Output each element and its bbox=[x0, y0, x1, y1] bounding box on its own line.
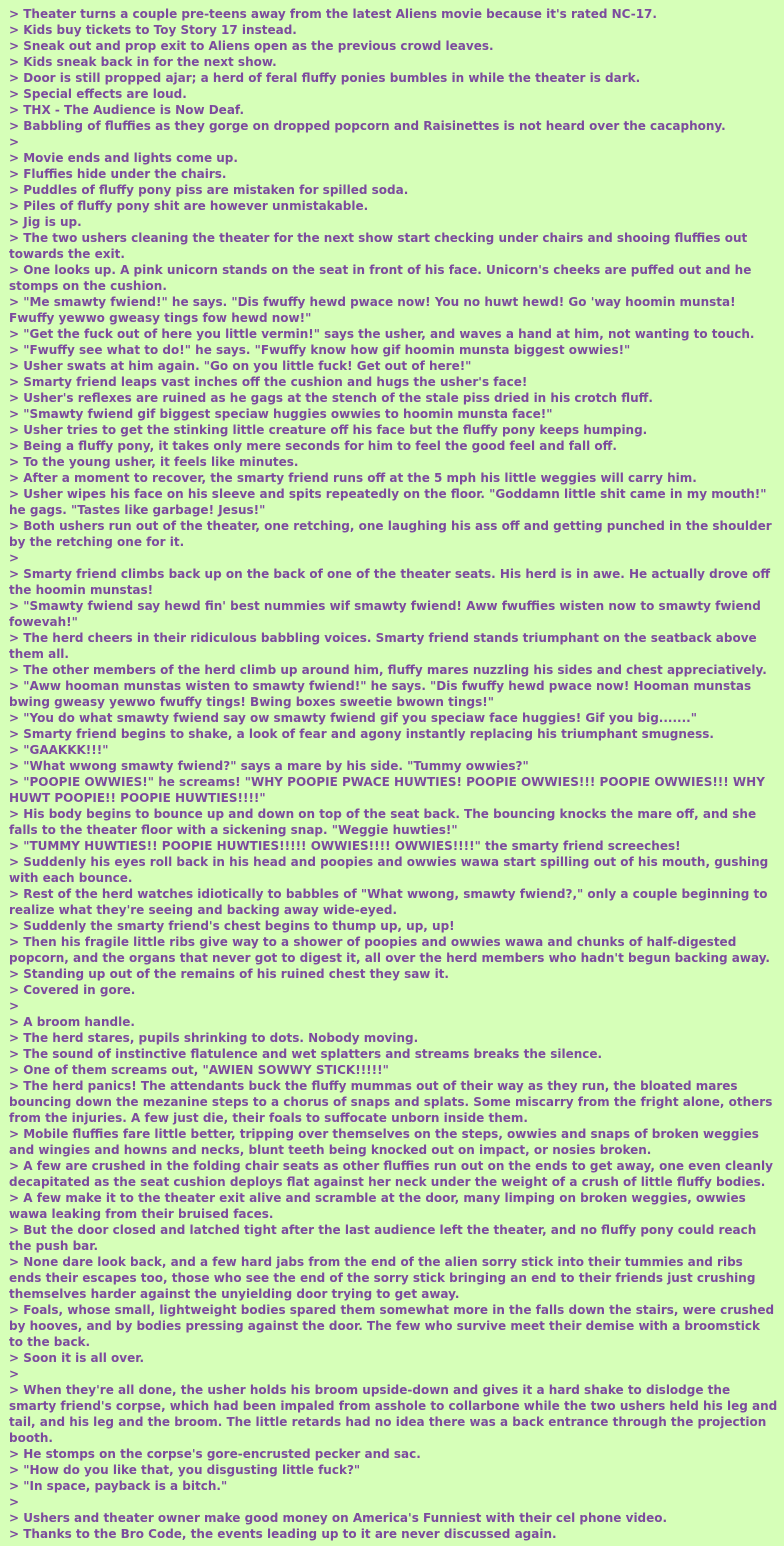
greentext-line: > Usher swats at him again. "Go on you little fuck! Get out of here!" bbox=[9, 359, 472, 373]
greentext-line: > "Fwuffy see what to do!" he says. "Fwuffy know how gif hoomin munsta biggest owwies!" bbox=[9, 343, 631, 357]
greentext-line: > Usher wipes his face on his sleeve and spits repeatedly on the floor. "Goddamn little shit came in my mouth!" he gags. "Tastes like garbage! Jesus!" bbox=[9, 487, 767, 517]
greentext-line: > Covered in gore. bbox=[9, 983, 136, 997]
greentext-line: > bbox=[9, 1495, 20, 1509]
greentext-line: > Jig is up. bbox=[9, 215, 82, 229]
greentext-line: > Puddles of fluffy pony piss are mistaken for spilled soda. bbox=[9, 183, 409, 197]
greentext-line: > Suddenly the smarty friend's chest begins to thump up, up, up! bbox=[9, 919, 455, 933]
greentext-line: > One of them screams out, "AWIEN SOWWY STICK!!!!!" bbox=[9, 1063, 389, 1077]
greentext-line: > Usher tries to get the stinking little creature off his face but the fluffy pony keeps humping. bbox=[9, 423, 648, 437]
greentext-line: > Movie ends and lights come up. bbox=[9, 151, 238, 165]
greentext-line: > Mobile fluffies fare little better, tripping over themselves on the steps, owwies and snaps of broken weggies and wingies and howns and necks, blunt teeth being knocked out on impact, or nosies broken. bbox=[9, 1127, 759, 1157]
greentext-line: > The herd panics! The attendants buck the fluffy mummas out of their way as they run, the bloated mares bouncing down the mezanine steps to a chorus of snaps and splats. Some miscarry from the fright alone, others from the injuries. A few just die, their foals to suffocate unborn inside them. bbox=[9, 1079, 773, 1125]
greentext-line: > A broom handle. bbox=[9, 1015, 135, 1029]
greentext-line: > None dare look back, and a few hard jabs from the end of the alien sorry stick into their tummies and ribs ends their escapes too, those who see the end of the sorry stick bringing an end to their friends just crushing themselves harder against the unyielding door trying to get away. bbox=[9, 1255, 756, 1301]
greentext-line: > A few are crushed in the folding chair seats as other fluffies run out on the ends to get away, one even cleanly decapitated as the seat cushion deploys flat against her neck under the weight of a crush of little fluffy bodies. bbox=[9, 1159, 773, 1189]
greentext-line: > Rest of the herd watches idiotically to babbles of "What wwong, smawty fwiend?," only a couple beginning to realize what they're seeing and backing away wide-eyed. bbox=[9, 887, 768, 917]
greentext-line: > Theater turns a couple pre-teens away from the latest Aliens movie because it's rated NC-17. bbox=[9, 7, 657, 21]
greentext-line: > "Smawty fwiend gif biggest speciaw huggies owwies to hoomin munsta face!" bbox=[9, 407, 553, 421]
greentext-line: > But the door closed and latched tight after the last audience left the theater, and no fluffy pony could reach the push bar. bbox=[9, 1223, 757, 1253]
greentext-line: > Door is still propped ajar; a herd of feral fluffy ponies bumbles in while the theater is dark. bbox=[9, 71, 641, 85]
greentext-line: > Smarty friend leaps vast inches off the cushion and hugs the usher's face! bbox=[9, 375, 528, 389]
greentext-line: > Kids sneak back in for the next show. bbox=[9, 55, 277, 69]
greentext-line: > bbox=[9, 135, 20, 149]
greentext-line: > THX - The Audience is Now Deaf. bbox=[9, 103, 245, 117]
greentext-line: > To the young usher, it feels like minutes. bbox=[9, 455, 299, 469]
greentext-line: > He stomps on the corpse's gore-encrusted pecker and sac. bbox=[9, 1447, 421, 1461]
greentext-line: > "How do you like that, you disgusting little fuck?" bbox=[9, 1463, 361, 1477]
greentext-line: > bbox=[9, 551, 20, 565]
greentext-line: > "Smawty fwiend say hewd fin' best nummies wif smawty fwiend! Aww fwuffies wisten now to smawty fwiend fowevah!" bbox=[9, 599, 761, 629]
greentext-line: > Both ushers run out of the theater, one retching, one laughing his ass off and getting punched in the shoulder by the retching one for it. bbox=[9, 519, 772, 549]
greentext-line: > One looks up. A pink unicorn stands on the seat in front of his face. Unicorn's cheeks are puffed out and he stomps on the cushion. bbox=[9, 263, 752, 293]
greentext-line: > Then his fragile little ribs give way to a shower of poopies and owwies wawa and chunks of half-digested popcorn, and the organs that never got to digest it, all over the herd members who hadn't begun backing away. bbox=[9, 935, 770, 965]
greentext-line: > "What wwong smawty fwiend?" says a mare by his side. "Tummy owwies?" bbox=[9, 759, 529, 773]
greentext-line: > The herd stares, pupils shrinking to dots. Nobody moving. bbox=[9, 1031, 419, 1045]
greentext-line: > The two ushers cleaning the theater for the next show start checking under chairs and shooing fluffies out towards the exit. bbox=[9, 231, 748, 261]
greentext-line: > Fluffies hide under the chairs. bbox=[9, 167, 227, 181]
greentext-line: > A few make it to the theater exit alive and scramble at the door, many limping on broken weggies, owwies wawa leaking from their bruised faces. bbox=[9, 1191, 746, 1221]
greentext-line: > When they're all done, the usher holds his broom upside-down and gives it a hard shake to dislodge the smarty friend's corpse, which had been impaled from asshole to collarbone while the two ushers held his leg and tail, and his leg and the broom. The little retards had no idea there was a back entrance through the projection booth. bbox=[9, 1383, 778, 1445]
greentext-line: > Sneak out and prop exit to Aliens open as the previous crowd leaves. bbox=[9, 39, 494, 53]
greentext-line: > The other members of the herd climb up around him, fluffy mares nuzzling his sides and chest appreciatively. bbox=[9, 663, 767, 677]
greentext-line: > Kids buy tickets to Toy Story 17 instead. bbox=[9, 23, 297, 37]
greentext-line: > "TUMMY HUWTIES!! POOPIE HUWTIES!!!!! OWWIES!!!! OWWIES!!!!" the smarty friend screeches! bbox=[9, 839, 681, 853]
greentext-line: > Special effects are loud. bbox=[9, 87, 187, 101]
greentext-line: > His body begins to bounce up and down on top of the seat back. The bouncing knocks the mare off, and she falls to the theater floor with a sickening snap. "Weggie huwties!" bbox=[9, 807, 757, 837]
greentext-line: > Soon it is all over. bbox=[9, 1351, 145, 1365]
greentext-line: > The sound of instinctive flatulence and wet splatters and streams breaks the silence. bbox=[9, 1047, 603, 1061]
greentext-line: > "You do what smawty fwiend say ow smawty fwiend gif you speciaw face huggies! Gif you big......." bbox=[9, 711, 697, 725]
greentext-line: > After a moment to recover, the smarty friend runs off at the 5 mph his little weggies will carry him. bbox=[9, 471, 697, 485]
greentext-line: > Foals, whose small, lightweight bodies spared them somewhat more in the falls down the stairs, were crushed by hooves, and by bodies pressing against the door. The few who survive meet their demise with a broomstick to the back. bbox=[9, 1303, 775, 1349]
greentext-line: > "Aww hooman munstas wisten to smawty fwiend!" he says. "Dis fwuffy hewd pwace now! Hooman munstas bwing gweasy yewwo fwuffy tings! Bwing boxes sweetie bwown tings!" bbox=[9, 679, 752, 709]
greentext-line: > "In space, payback is a bitch." bbox=[9, 1479, 228, 1493]
greentext-line: > Suddenly his eyes roll back in his head and poopies and owwies wawa start spilling out of his mouth, gushing with each bounce. bbox=[9, 855, 769, 885]
greentext-line: > bbox=[9, 1367, 20, 1381]
greentext-line: > Smarty friend begins to shake, a look of fear and agony instantly replacing his triumphant smugness. bbox=[9, 727, 714, 741]
greentext-line: > Being a fluffy pony, it takes only mere seconds for him to feel the good feel and fall off. bbox=[9, 439, 617, 453]
greentext-line: > Piles of fluffy pony shit are however unmistakable. bbox=[9, 199, 369, 213]
greentext-line: > The herd cheers in their ridiculous babbling voices. Smarty friend stands triumphant on the seatback above them all. bbox=[9, 631, 757, 661]
greentext-line: > "GAAKKK!!!" bbox=[9, 743, 109, 757]
greentext-line: > "POOPIE OWWIES!" he screams! "WHY POOPIE PWACE HUWTIES! POOPIE OWWIES!!! POOPIE OWWIES!!! WHY HUWT POOPIE!! POOPIE HUWTIES!!!!" bbox=[9, 775, 765, 805]
greentext-line: > Babbling of fluffies as they gorge on dropped popcorn and Raisinettes is not heard over the cacaphony. bbox=[9, 119, 726, 133]
greentext-line: > Smarty friend climbs back up on the back of one of the theater seats. His herd is in awe. He actually drove off the hoomin munstas! bbox=[9, 567, 771, 597]
greentext-line: > Standing up out of the remains of his ruined chest they saw it. bbox=[9, 967, 449, 981]
greentext-line: > Thanks to the Bro Code, the events leading up to it are never discussed again. bbox=[9, 1527, 557, 1541]
greentext-line: > Usher's reflexes are ruined as he gags at the stench of the stale piss dried in his crotch fluff. bbox=[9, 391, 653, 405]
greentext-line: > "Me smawty fwiend!" he says. "Dis fwuffy hewd pwace now! You no huwt hewd! Go 'way hoomin munsta! Fwuffy yewwo gweasy tings fow hewd now!" bbox=[9, 295, 736, 325]
greentext-line: > bbox=[9, 999, 20, 1013]
greentext-line: > "Get the fuck out of here you little vermin!" says the usher, and waves a hand at him, not wanting to touch. bbox=[9, 327, 755, 341]
greentext-line: > Ushers and theater owner make good money on America's Funniest with their cel phone video. bbox=[9, 1511, 668, 1525]
